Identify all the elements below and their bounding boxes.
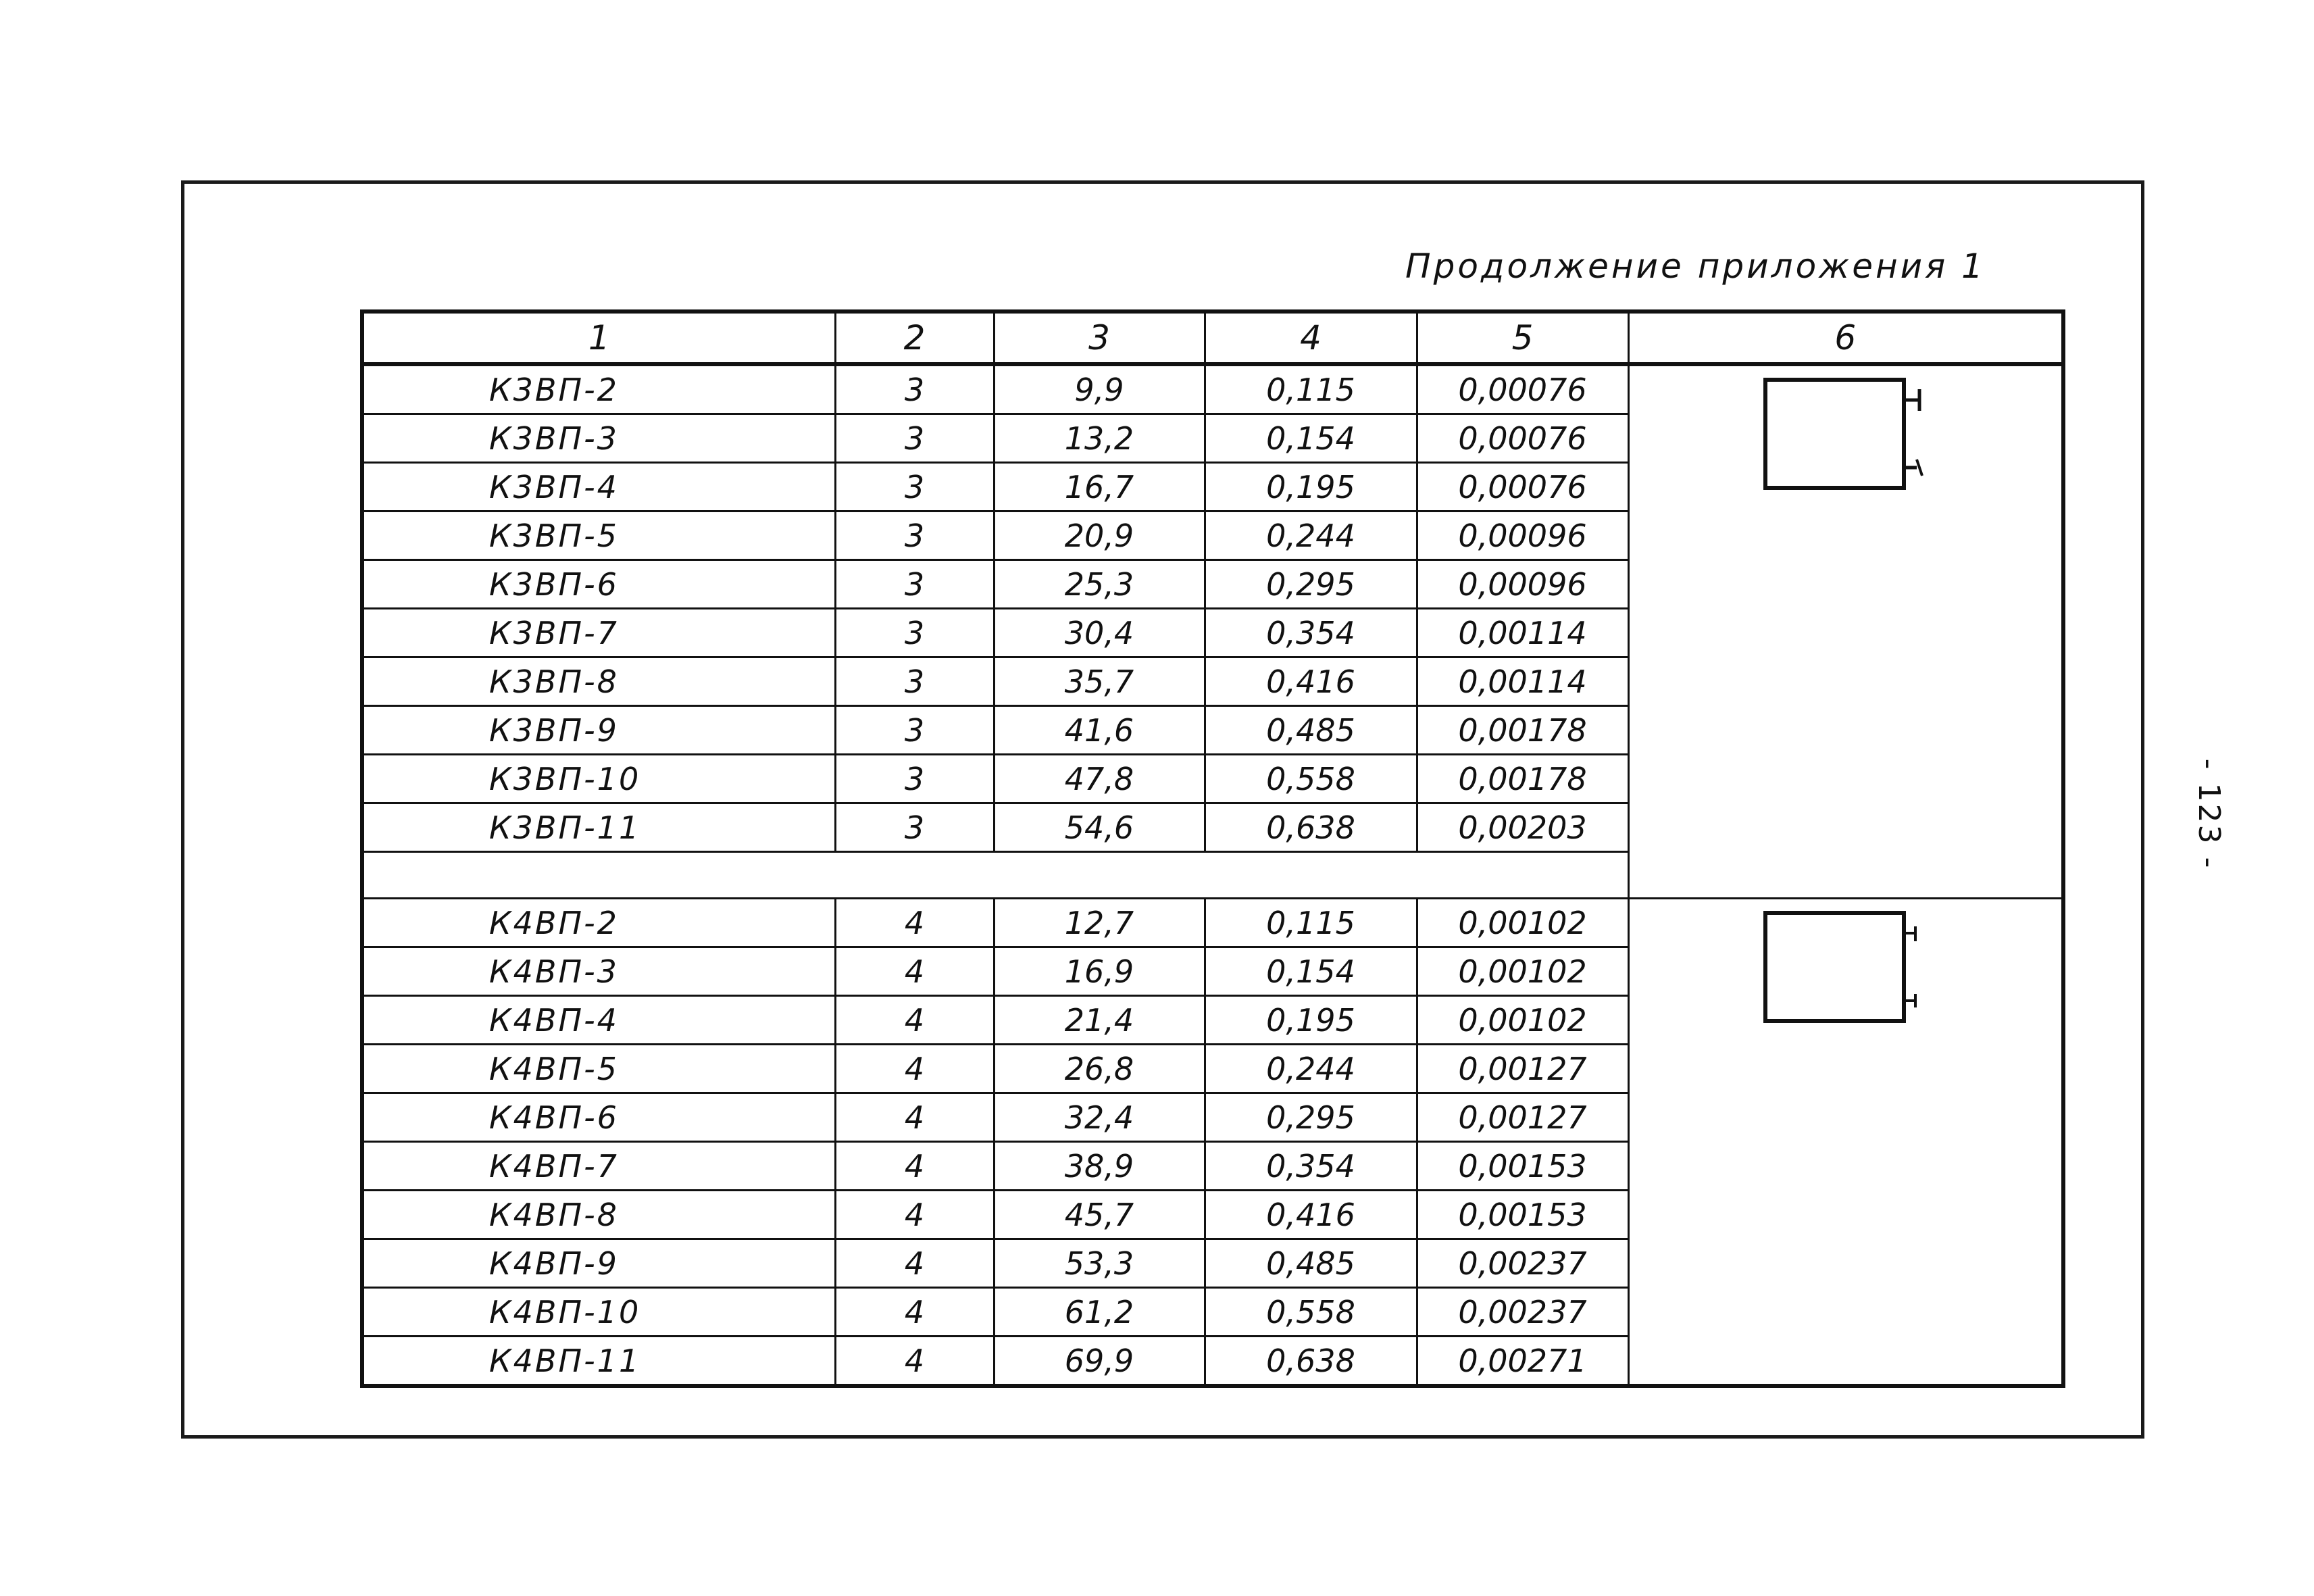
value-cell: 0,354 (1205, 1142, 1417, 1191)
value-cell: 4 (835, 1239, 994, 1288)
value-cell: 0,295 (1205, 560, 1417, 609)
value-cell: 0,638 (1205, 1337, 1417, 1387)
empty-separator-cell (362, 852, 1628, 899)
column-header-6: 6 (1628, 311, 2063, 364)
value-cell: 38,9 (994, 1142, 1205, 1191)
value-cell: 0,485 (1205, 706, 1417, 755)
value-cell: 53,3 (994, 1239, 1205, 1288)
value-cell: 3 (835, 512, 994, 560)
designation-cell: К3ВП-8 (362, 657, 835, 706)
value-cell: 3 (835, 657, 994, 706)
section-sketch-cell-group2 (1628, 899, 2063, 1387)
value-cell: 0,00076 (1417, 364, 1628, 414)
value-cell: 0,154 (1205, 414, 1417, 463)
value-cell: 0,00237 (1417, 1288, 1628, 1337)
designation-cell: К3ВП-7 (362, 609, 835, 657)
designation-cell: К4ВП-3 (362, 947, 835, 996)
value-cell: 0,00096 (1417, 512, 1628, 560)
value-cell: 4 (835, 1288, 994, 1337)
value-cell: 25,3 (994, 560, 1205, 609)
value-cell: 0,00114 (1417, 609, 1628, 657)
value-cell: 0,558 (1205, 755, 1417, 803)
designation-cell: К4ВП-4 (362, 996, 835, 1045)
designation-cell: К3ВП-5 (362, 512, 835, 560)
value-cell: 0,195 (1205, 463, 1417, 512)
designation-cell: К3ВП-2 (362, 364, 835, 414)
designation-cell: К3ВП-9 (362, 706, 835, 755)
value-cell: 4 (835, 1045, 994, 1093)
column-header-4: 4 (1205, 311, 1417, 364)
value-cell: 4 (835, 1093, 994, 1142)
value-cell: 0,00271 (1417, 1337, 1628, 1387)
value-cell: 61,2 (994, 1288, 1205, 1337)
value-cell: 41,6 (994, 706, 1205, 755)
value-cell: 47,8 (994, 755, 1205, 803)
value-cell: 0,00102 (1417, 899, 1628, 947)
value-cell: 0,638 (1205, 803, 1417, 852)
designation-cell: К3ВП-6 (362, 560, 835, 609)
value-cell: 0,485 (1205, 1239, 1417, 1288)
value-cell: 13,2 (994, 414, 1205, 463)
value-cell: 3 (835, 463, 994, 512)
value-cell: 4 (835, 1191, 994, 1239)
value-cell: 32,4 (994, 1093, 1205, 1142)
designation-cell: К4ВП-9 (362, 1239, 835, 1288)
value-cell: 3 (835, 414, 994, 463)
value-cell: 20,9 (994, 512, 1205, 560)
designation-cell: К3ВП-10 (362, 755, 835, 803)
value-cell: 69,9 (994, 1337, 1205, 1387)
designation-cell: К4ВП-10 (362, 1288, 835, 1337)
value-cell: 30,4 (994, 609, 1205, 657)
column-header-2: 2 (835, 311, 994, 364)
value-cell: 0,00114 (1417, 657, 1628, 706)
value-cell: 12,7 (994, 899, 1205, 947)
value-cell: 3 (835, 364, 994, 414)
value-cell: 0,00178 (1417, 706, 1628, 755)
value-cell: 3 (835, 609, 994, 657)
section-sketch-cell-group1 (1628, 364, 2063, 899)
value-cell: 0,00153 (1417, 1142, 1628, 1191)
designation-cell: К3ВП-11 (362, 803, 835, 852)
value-cell: 0,00127 (1417, 1045, 1628, 1093)
value-cell: 0,00178 (1417, 755, 1628, 803)
value-cell: 3 (835, 560, 994, 609)
column-header-3: 3 (994, 311, 1205, 364)
value-cell: 21,4 (994, 996, 1205, 1045)
designation-cell: К4ВП-5 (362, 1045, 835, 1093)
value-cell: 0,416 (1205, 657, 1417, 706)
table-row (362, 364, 2063, 414)
designation-cell: К4ВП-8 (362, 1191, 835, 1239)
value-cell: 3 (835, 803, 994, 852)
value-cell: 16,7 (994, 463, 1205, 512)
value-cell: 16,9 (994, 947, 1205, 996)
rectangular-section-sketch (1757, 366, 1933, 495)
value-cell: 0,558 (1205, 1288, 1417, 1337)
value-cell: 0,00102 (1417, 947, 1628, 996)
designation-cell: К4ВП-6 (362, 1093, 835, 1142)
value-cell: 4 (835, 947, 994, 996)
page-number: - 123 - (2192, 758, 2227, 870)
value-cell: 0,195 (1205, 996, 1417, 1045)
value-cell: 0,244 (1205, 1045, 1417, 1093)
value-cell: 4 (835, 1337, 994, 1387)
continuation-heading: Продолжение приложения 1 (1405, 247, 1986, 286)
value-cell: 0,00127 (1417, 1093, 1628, 1142)
value-cell: 0,416 (1205, 1191, 1417, 1239)
value-cell: 0,00102 (1417, 996, 1628, 1045)
value-cell: 0,00153 (1417, 1191, 1628, 1239)
value-cell: 54,6 (994, 803, 1205, 852)
column-header-1: 1 (362, 311, 835, 364)
value-cell: 0,244 (1205, 512, 1417, 560)
header-row (362, 311, 2063, 364)
table-row (362, 899, 2063, 947)
value-cell: 0,115 (1205, 364, 1417, 414)
column-header-5: 5 (1417, 311, 1628, 364)
value-cell: 0,154 (1205, 947, 1417, 996)
value-cell: 0,295 (1205, 1093, 1417, 1142)
value-cell: 0,115 (1205, 899, 1417, 947)
value-cell: 0,354 (1205, 609, 1417, 657)
designation-cell: К4ВП-11 (362, 1337, 835, 1387)
value-cell: 4 (835, 899, 994, 947)
value-cell: 0,00076 (1417, 463, 1628, 512)
value-cell: 9,9 (994, 364, 1205, 414)
value-cell: 3 (835, 755, 994, 803)
designation-cell: К3ВП-3 (362, 414, 835, 463)
designation-cell: К4ВП-2 (362, 899, 835, 947)
value-cell: 26,8 (994, 1045, 1205, 1093)
value-cell: 35,7 (994, 657, 1205, 706)
value-cell: 4 (835, 996, 994, 1045)
value-cell: 0,00203 (1417, 803, 1628, 852)
value-cell: 0,00096 (1417, 560, 1628, 609)
specification-table (360, 309, 2065, 1388)
designation-cell: К3ВП-4 (362, 463, 835, 512)
value-cell: 3 (835, 706, 994, 755)
rectangular-section-sketch (1757, 899, 1933, 1028)
value-cell: 45,7 (994, 1191, 1205, 1239)
value-cell: 0,00237 (1417, 1239, 1628, 1288)
designation-cell: К4ВП-7 (362, 1142, 835, 1191)
value-cell: 0,00076 (1417, 414, 1628, 463)
value-cell: 4 (835, 1142, 994, 1191)
